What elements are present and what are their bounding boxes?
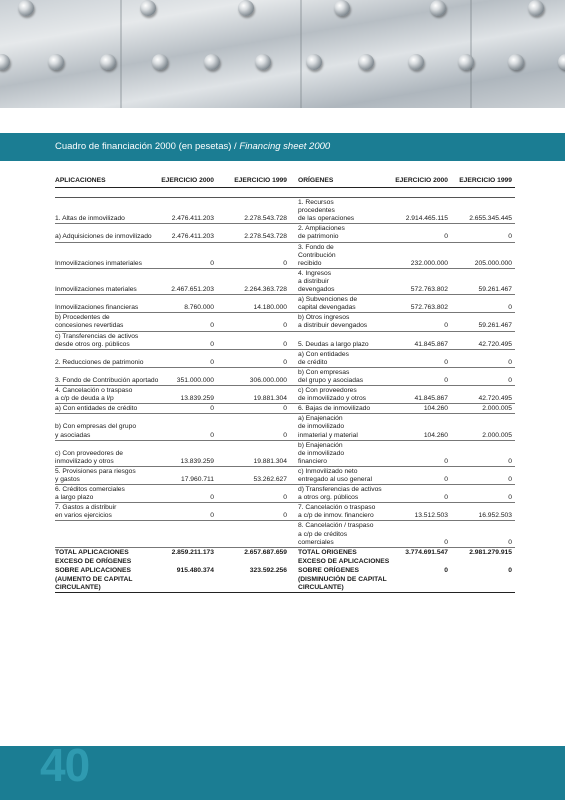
rivet [430,0,446,16]
table-cell: ORÍGENES [290,176,394,188]
table-cell: Inmovilizaciones materiales [55,268,160,294]
table-row [55,268,515,294]
table-cell: 205.000.000 [451,242,515,268]
rivet [0,54,10,70]
table-cell: (AUMENTO DE CAPITAL CIRCULANTE) [55,575,160,593]
rivet [140,0,156,16]
table-cell: 0 [160,503,217,521]
rivet [458,54,474,70]
table-cell: 0 [160,404,217,414]
hero-metal-banner [0,0,565,108]
table-cell: (DISMINUCIÓN DE CAPITAL CIRCULANTE) [290,575,394,593]
table-cell: 1. Altas de inmovilizado [55,198,160,224]
table-cell: 7. Gastos a distribuir en varios ejercicios [55,503,160,521]
table-cell: 6. Créditos comerciales a largo plazo [55,485,160,503]
excess-row [55,575,515,593]
table-row [55,295,515,313]
table-cell: 2.655.345.445 [451,198,515,224]
table-cell: 42.720.495 [451,386,515,404]
table-row [55,349,515,367]
table-cell: 5. Provisiones para riesgos y gastos [55,466,160,484]
table-cell: 4. Ingresos a distribuir devengados [290,268,394,294]
table-cell: 6. Bajas de inmovilizado [290,404,394,414]
table-cell: 3. Fondo de Contribución aportado [55,367,160,385]
table-cell: a) Subvenciones de capital devengadas [290,295,394,313]
table-cell: 0 [451,295,515,313]
table-cell: c) Con proveedores de inmovilizado y otros [290,386,394,404]
table-cell: 3.774.691.547 [394,547,451,557]
table-cell: b) Con empresas del grupo y asociadas [55,414,160,440]
table-cell: 306.000.000 [217,367,290,385]
table-cell [160,575,217,593]
table-cell: 2.914.465.115 [394,198,451,224]
table-cell: b) Procedentes de concesiones revertidas [55,313,160,331]
table-cell [217,557,290,566]
table-cell: 5. Deudas a largo plazo [290,331,394,349]
table-cell: 915.480.374 [176,566,214,574]
rivet [48,54,64,70]
table-cell: c) Transferencias de activos desde otros org. públicos [55,331,160,349]
table-cell: 0 [451,485,515,503]
table-cell: EXCESO DE APLICACIONES [298,557,390,565]
table-cell: 0 [160,485,217,503]
table-cell: 572.763.802 [394,295,451,313]
table-cell: 0 [217,242,290,268]
table-row [55,198,515,224]
rivet [334,0,350,16]
table-cell [451,557,515,566]
table-row [55,440,515,466]
table-cell: 0 [217,503,290,521]
excess-row [55,557,515,566]
table-cell: 0 [217,414,290,440]
table-cell: EXCESO DE ORÍGENES [55,557,132,565]
table-cell: 59.261.467 [451,268,515,294]
table-cell [217,521,290,547]
table-cell: 0 [451,521,515,547]
table-cell: 232.000.000 [394,242,451,268]
table-row [55,466,515,484]
rivet [204,54,220,70]
table-cell: 3. Fondo de Contribución recibido [290,242,394,268]
table-cell: 19.881.304 [217,440,290,466]
plate-seam [300,0,302,108]
rivet [358,54,374,70]
table-cell: 2.657.687.659 [217,547,290,557]
table-cell: b) Con empresas del grupo y asociadas [290,367,394,385]
financing-table-body [55,176,515,593]
table-cell: 0 [451,466,515,484]
table-row [55,503,515,521]
table-cell: 0 [394,313,451,331]
plate-seam [120,0,122,108]
table-cell [217,575,290,593]
table-cell: 0 [217,331,290,349]
table-cell: 572.763.802 [394,268,451,294]
table-cell: 0 [160,349,217,367]
financing-table [55,176,515,593]
table-cell: 2. Reducciones de patrimonio [55,349,160,367]
table-cell: TOTAL ORIGENES [290,547,394,557]
table-cell: a) Adquisiciones de inmovilizado [55,224,160,242]
table-cell: 2.476.411.203 [160,198,217,224]
page-number: 40 [40,739,90,791]
table-cell: 0 [394,367,451,385]
table-row [55,485,515,503]
table-cell: 2.000.005 [451,404,515,414]
table-cell: EJERCICIO 1999 [451,176,515,188]
table-cell: 0 [217,349,290,367]
table-row [55,313,515,331]
table-cell: 2.000.005 [451,414,515,440]
table-cell: 351.000.000 [160,367,217,385]
table-cell: EJERCICIO 2000 [160,176,217,188]
spacer-cell [451,188,515,198]
table-cell: 0 [394,224,451,242]
section-title-band [0,133,565,161]
table-cell: 0 [394,466,451,484]
table-cell: 13.839.259 [160,386,217,404]
table-row [55,224,515,242]
spacer-cell [217,188,290,198]
table-cell: 2.476.411.203 [160,224,217,242]
rivet [152,54,168,70]
table-cell [160,557,217,566]
rivet [255,54,271,70]
total-row [55,547,515,557]
spacer-cell [160,188,217,198]
table-cell: 0 [217,313,290,331]
table-cell: 0 [160,313,217,331]
table-cell: TOTAL APLICACIONES [55,547,160,557]
table-cell: 2.467.651.203 [160,268,217,294]
rivet [18,0,34,16]
table-cell: 41.845.867 [394,331,451,349]
table-cell: 4. Cancelación o traspaso a c/p de deuda a l/p [55,386,160,404]
table-cell: 7. Cancelación o traspaso a c/p de inmov. financiero [290,503,394,521]
table-cell: Inmovilizaciones financieras [55,295,160,313]
excess-row [55,566,515,575]
table-cell: 42.720.495 [451,331,515,349]
rivet [528,0,544,16]
table-cell: b) Otros ingresos a distribuir devengados [290,313,394,331]
table-cell: Inmovilizaciones inmateriales [55,242,160,268]
table-row [55,242,515,268]
table-cell: 59.261.467 [451,313,515,331]
table-row [55,404,515,414]
table-cell: 104.260 [394,414,451,440]
table-cell [160,521,217,547]
plate-seam [470,0,472,108]
table-cell: 17.960.711 [160,466,217,484]
table-cell: 0 [451,440,515,466]
table-cell: 0 [394,349,451,367]
table-cell: 13.512.503 [394,503,451,521]
table-row [55,331,515,349]
table-cell: 0 [508,566,512,574]
table-cell: 13.839.259 [160,440,217,466]
table-cell: b) Enajenación de inmovilizado financiero [290,440,394,466]
table-cell: 323.592.256 [249,566,287,574]
table-cell: 8. Cancelación / traspaso a c/p de créditos comerciales [290,521,394,547]
title-english: Financing sheet 2000 [239,141,331,152]
table-cell: 0 [451,224,515,242]
table-cell: a) Con entidades de crédito [55,404,160,414]
table-cell: 0 [160,414,217,440]
table-cell: EJERCICIO 2000 [394,176,451,188]
rivet [408,54,424,70]
rivet [508,54,524,70]
table-cell: 2.981.279.915 [451,547,515,557]
table-cell: SOBRE APLICACIONES [55,566,131,574]
table-cell [451,575,515,593]
table-cell: 16.952.503 [451,503,515,521]
table-cell: 0 [444,566,448,574]
table-cell: 2.278.543.728 [217,224,290,242]
table-cell: 0 [394,440,451,466]
table-cell: APLICACIONES [55,176,160,188]
table-row [55,386,515,404]
table-row [55,367,515,385]
rivet [558,54,565,70]
table-cell: 104.260 [394,404,451,414]
table-cell: 41.845.867 [394,386,451,404]
spacer-cell [290,188,394,198]
title-spanish: Cuadro de financiación 2000 (en pesetas) / [55,141,240,152]
table-cell: d) Transferencias de activos a otros org. públicos [290,485,394,503]
table-cell: c) Con proveedores de inmovilizado y otros [55,440,160,466]
table-cell [55,521,160,547]
table-cell: 53.262.627 [217,466,290,484]
table-header-row [55,176,515,188]
footer-band [0,739,565,800]
table-cell: 19.881.304 [217,386,290,404]
table-spacer [55,188,515,198]
table-cell: 8.760.000 [160,295,217,313]
table-cell: 0 [451,367,515,385]
table-cell: 0 [451,349,515,367]
table-cell: 2. Ampliaciones de patrimonio [290,224,394,242]
table-cell: SOBRE ORÍGENES [298,566,359,574]
spacer-cell [394,188,451,198]
table-cell: a) Con entidades de crédito [290,349,394,367]
table-cell: 0 [217,404,290,414]
table-cell: 0 [394,521,451,547]
table-cell: c) Inmovilizado neto entregado al uso general [290,466,394,484]
table-cell: 0 [160,331,217,349]
table-cell: 0 [394,485,451,503]
table-row [55,521,515,547]
table-cell [394,575,451,593]
table-cell: 14.180.000 [217,295,290,313]
table-row [55,414,515,440]
table-cell: a) Enajenación de inmovilizado inmaterial y material [290,414,394,440]
table-cell: 2.278.543.728 [217,198,290,224]
table-cell [394,557,451,566]
spacer-cell [55,188,160,198]
table-cell: 0 [217,485,290,503]
table-cell: 1. Recursos procedentes de las operaciones [290,198,394,224]
rivet [306,54,322,70]
rivet [100,54,116,70]
rivet [238,0,254,16]
table-cell: 2.264.363.728 [217,268,290,294]
section-title [55,141,330,152]
table-cell: 2.859.211.173 [160,547,217,557]
table-cell: 0 [160,242,217,268]
table-cell: EJERCICIO 1999 [217,176,290,188]
